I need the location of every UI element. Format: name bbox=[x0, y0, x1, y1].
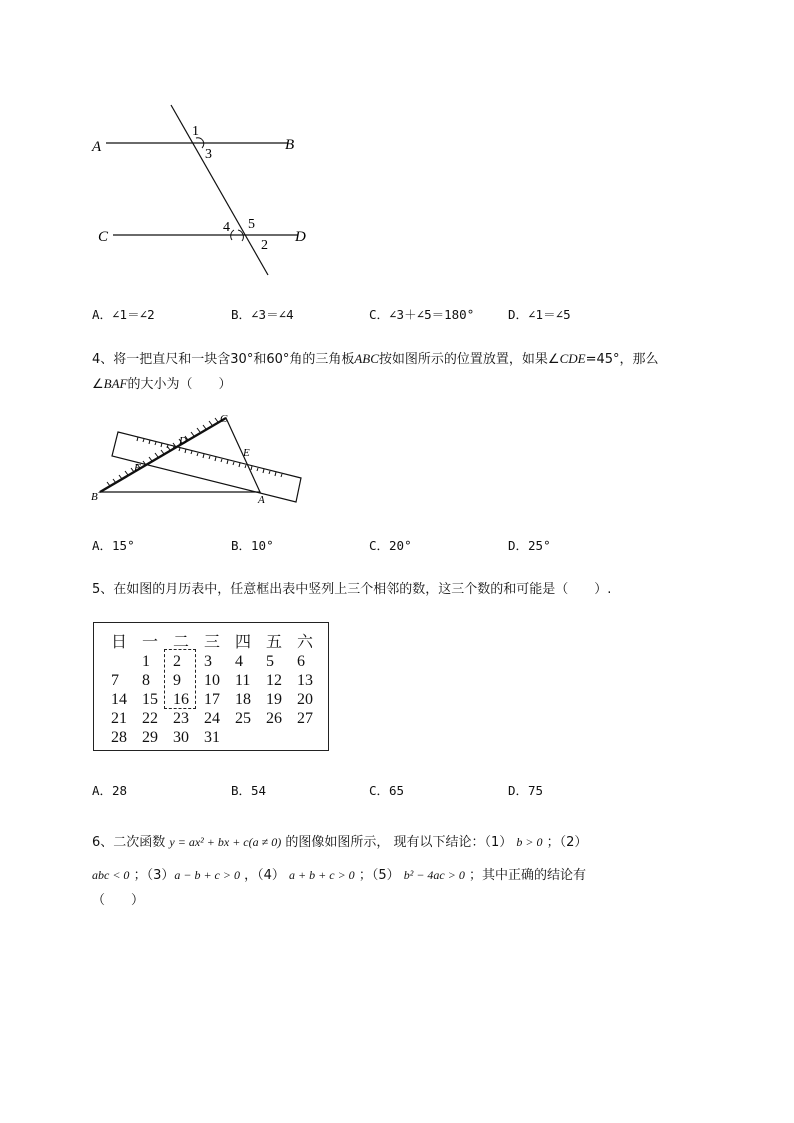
calendar-week-row bbox=[111, 709, 328, 728]
calendar-day: 5 bbox=[266, 652, 274, 670]
point-c-label: C bbox=[98, 229, 109, 245]
calendar-day: 6 bbox=[297, 652, 305, 670]
q6-question-line1 bbox=[92, 831, 587, 850]
angle-2-label: 2 bbox=[261, 238, 268, 253]
q3-option-a[interactable] bbox=[92, 305, 155, 323]
q6-text: ，（4） bbox=[244, 868, 285, 883]
calendar-day: 9 bbox=[173, 671, 181, 689]
q4-text: =45°，那么 bbox=[585, 352, 659, 367]
q4-option-b[interactable] bbox=[231, 536, 274, 554]
q4-text: 4、将一把直尺和一块含30°和60°角的三角板 bbox=[92, 352, 355, 367]
calendar-day: 26 bbox=[266, 709, 282, 727]
q4-option-c[interactable] bbox=[369, 536, 412, 554]
point-b-label: B bbox=[285, 137, 295, 153]
q5-question: 5、在如图的月历表中，任意框出表中竖列上三个相邻的数，这三个数的和可能是（ ）. bbox=[92, 582, 612, 597]
weekday-header: 日 bbox=[111, 632, 128, 651]
q6-function-formula: y = ax² + bx + c(a ≠ 0) bbox=[169, 835, 282, 849]
weekday-header: 五 bbox=[266, 632, 283, 651]
q6-answer-blank: （ ） bbox=[92, 893, 145, 908]
calendar-day: 4 bbox=[235, 652, 243, 670]
calendar-day: 30 bbox=[173, 728, 189, 746]
q4-question-line1 bbox=[92, 348, 659, 367]
calendar-day: 27 bbox=[297, 709, 313, 727]
weekday-header: 二 bbox=[173, 632, 190, 651]
calendar-day: 18 bbox=[235, 690, 251, 708]
q5-option-d[interactable] bbox=[508, 781, 543, 799]
calendar-day bbox=[235, 728, 266, 747]
point-d-label: D bbox=[295, 229, 306, 245]
option-letter: D． bbox=[508, 307, 529, 322]
option-letter: A． bbox=[92, 538, 113, 553]
option-letter: A． bbox=[92, 783, 113, 798]
q6-text: 的图像如图所示， 现有以下结论：（1） bbox=[285, 835, 513, 850]
calendar-day: 11 bbox=[235, 671, 251, 689]
calendar-day: 17 bbox=[204, 690, 220, 708]
option-text: ∠1＝∠2 bbox=[112, 307, 155, 322]
q6-question-line2 bbox=[92, 864, 586, 883]
point-e-label: E bbox=[243, 447, 250, 459]
calendar-day: 28 bbox=[111, 728, 127, 746]
q6-text: 6、二次函数 bbox=[92, 835, 166, 850]
calendar-day: 31 bbox=[204, 728, 220, 746]
option-text: 10° bbox=[251, 538, 274, 553]
calendar-day: 22 bbox=[142, 709, 158, 727]
calendar-day: 7 bbox=[111, 671, 119, 689]
q6-conclusion-3: a − b + c > 0 bbox=[174, 868, 240, 882]
q3-option-c[interactable] bbox=[369, 305, 474, 323]
parallel-lines-figure bbox=[88, 100, 318, 280]
ruler-triangle-figure bbox=[88, 410, 308, 510]
q5-option-b[interactable] bbox=[231, 781, 266, 799]
calendar-day: 13 bbox=[297, 671, 313, 689]
option-text: 28 bbox=[112, 783, 128, 798]
calendar-day: 23 bbox=[173, 709, 189, 727]
point-b-label: B bbox=[91, 491, 98, 503]
option-text: 20° bbox=[389, 538, 412, 553]
option-letter: C． bbox=[369, 783, 390, 798]
point-a-label: A bbox=[92, 139, 102, 155]
weekday-header: 三 bbox=[204, 632, 221, 651]
option-text: ∠3＋∠5＝180° bbox=[389, 307, 475, 322]
calendar-day: 25 bbox=[235, 709, 251, 727]
calendar-day: 24 bbox=[204, 709, 220, 727]
q3-option-d[interactable] bbox=[508, 305, 571, 323]
angle-5-label: 5 bbox=[248, 217, 255, 232]
calendar-day: 3 bbox=[204, 652, 212, 670]
q6-conclusion-4: a + b + c > 0 bbox=[289, 868, 355, 882]
point-f-label: F bbox=[134, 462, 141, 474]
q6-text: ；（3） bbox=[133, 868, 175, 883]
q6-conclusion-2: abc < 0 bbox=[92, 868, 130, 882]
calendar-week-row bbox=[111, 728, 328, 747]
option-text: ∠1＝∠5 bbox=[528, 307, 571, 322]
calendar-week-row bbox=[111, 652, 328, 671]
option-letter: C． bbox=[369, 307, 390, 322]
calendar-day: 8 bbox=[142, 671, 150, 689]
q6-conclusion-5: b² − 4ac > 0 bbox=[403, 868, 465, 882]
calendar-grid bbox=[111, 629, 328, 747]
q5-option-c[interactable] bbox=[369, 781, 404, 799]
angle-3-label: 3 bbox=[205, 147, 212, 162]
q4-baf: BAF bbox=[103, 376, 128, 391]
option-text: 65 bbox=[389, 783, 405, 798]
q4-question-line2 bbox=[92, 373, 232, 392]
point-a-label: A bbox=[258, 494, 265, 506]
calendar-day: 2 bbox=[173, 652, 181, 670]
calendar-day: 16 bbox=[173, 690, 189, 708]
q4-option-d[interactable] bbox=[508, 536, 551, 554]
q4-cde: CDE bbox=[559, 351, 586, 366]
option-letter: B． bbox=[231, 307, 252, 322]
calendar-day: 14 bbox=[111, 690, 127, 708]
point-c-label: C bbox=[220, 413, 228, 425]
q5-option-a[interactable] bbox=[92, 781, 127, 799]
calendar-day: 10 bbox=[204, 671, 220, 689]
calendar-day bbox=[297, 728, 328, 747]
calendar-week-row bbox=[111, 690, 328, 709]
option-text: ∠3＝∠4 bbox=[251, 307, 294, 322]
q6-conclusion-1: b > 0 bbox=[516, 835, 543, 849]
calendar-day bbox=[266, 728, 297, 747]
calendar-table bbox=[93, 622, 329, 751]
calendar-day: 20 bbox=[297, 690, 313, 708]
calendar-day: 21 bbox=[111, 709, 127, 727]
calendar-day: 19 bbox=[266, 690, 282, 708]
q4-text: 按如图所示的位置放置，如果∠ bbox=[378, 352, 560, 367]
option-letter: C． bbox=[369, 538, 390, 553]
option-text: 15° bbox=[112, 538, 135, 553]
option-text: 25° bbox=[528, 538, 551, 553]
angle-1-label: 1 bbox=[192, 124, 199, 139]
dashed-selection-frame bbox=[164, 649, 196, 709]
q4-text: 的大小为（ ） bbox=[127, 377, 232, 392]
option-text: 54 bbox=[251, 783, 267, 798]
q4-abc: ABC bbox=[354, 351, 379, 366]
calendar-day: 15 bbox=[142, 690, 158, 708]
option-letter: B． bbox=[231, 538, 252, 553]
calendar-week-row bbox=[111, 671, 328, 690]
option-letter: D． bbox=[508, 783, 529, 798]
option-letter: D． bbox=[508, 538, 529, 553]
point-d-label: D bbox=[179, 435, 187, 447]
calendar-day: 12 bbox=[266, 671, 282, 689]
q6-text: ；（2） bbox=[546, 835, 588, 850]
angle-4-label: 4 bbox=[223, 220, 230, 235]
calendar-day: 1 bbox=[142, 652, 150, 670]
option-letter: A． bbox=[92, 307, 113, 322]
option-letter: B． bbox=[231, 783, 252, 798]
weekday-header: 四 bbox=[235, 632, 252, 651]
weekday-header: 一 bbox=[142, 632, 159, 651]
calendar-day: 29 bbox=[142, 728, 158, 746]
q4-option-a[interactable] bbox=[92, 536, 135, 554]
q6-text: ；其中正确的结论有 bbox=[469, 868, 587, 883]
weekday-header: 六 bbox=[297, 632, 314, 651]
q4-text: ∠ bbox=[92, 377, 104, 392]
q6-text: ；（5） bbox=[358, 868, 400, 883]
calendar-header-row bbox=[111, 629, 328, 652]
q3-option-b[interactable] bbox=[231, 305, 294, 323]
option-text: 75 bbox=[528, 783, 544, 798]
calendar-day bbox=[111, 652, 142, 671]
